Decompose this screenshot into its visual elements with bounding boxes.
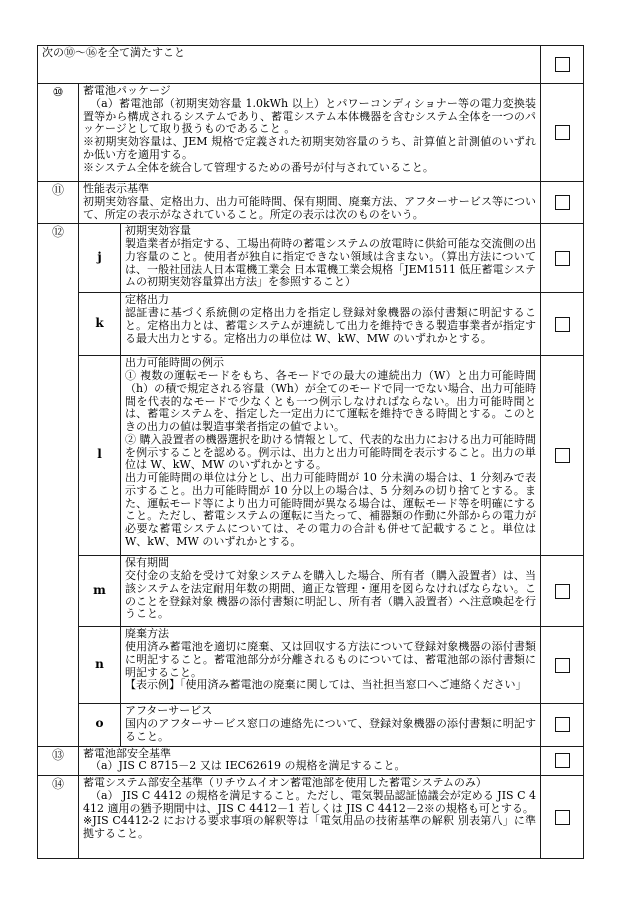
checkbox[interactable] [555, 195, 570, 210]
checkbox[interactable] [555, 658, 570, 673]
row-13-marker: ⑬ [38, 746, 79, 776]
subrow-n-letter: n [79, 627, 121, 704]
intro-text: 次の⑩～⑯を全て満たすこと [38, 46, 541, 84]
subrow-o-checkbox-cell [541, 704, 584, 746]
subrow-k-title: 定格出力 [125, 293, 169, 307]
requirements-checklist-table [37, 45, 584, 859]
row-13-title: 蓄電池部安全基準 [83, 746, 171, 760]
checkbox[interactable] [555, 584, 570, 599]
row-13-paragraph: （a）JIS C 8715－2 又は IEC62619 の規格を満足すること。 [90, 759, 406, 773]
checkbox[interactable] [555, 317, 570, 332]
subrow-m-letter: m [79, 556, 121, 627]
subrow-k-checkbox-cell [541, 293, 584, 356]
row-12-sub-m [38, 556, 584, 627]
row-12-sub-o [38, 704, 584, 746]
row-11-content [79, 182, 541, 224]
row-10-paragraph: （a）蓄電池部（初期実効容量 1.0kWh 以上）とパワーコンディショナー等の電力変換装置等から構成されるシステムであり、蓄電システム本体機器を含むシステム全体を一つのパッケージとして取り扱うものであること 。 [83, 96, 537, 136]
row-11-title: 性能表示基準 [83, 182, 149, 195]
subrow-l-paragraph: 出力可能時間の単位は分とし、出力可能時間が 10 分未満の場合は、1 分刻みで表示すること。出力可能時間が 10 分以上の場合は、5 分刻みの切り捨てとする。また、運転モード等により出力可能時間が異なる場合は、運転モード等を明確にすること。ただし、蓄電システムの運転に当たって、補器類の作動に外部からの電力が必要な蓄電システムについては、その電力の合計も併せて記載すること。単位は W、kW、MW のいずれかとする。 [125, 471, 537, 548]
row-13 [38, 746, 584, 776]
subrow-l-content [121, 356, 541, 556]
subrow-k-content [121, 293, 541, 356]
row-10-checkbox-cell [541, 84, 584, 182]
row-12-sub-j [38, 224, 584, 293]
row-14-paragraph: （a） JIS C 4412 の規格を満足すること。ただし、電気製品認証協議会が定める JIS C 4412 適用の猶予期間中は、JIS C 4412－1 若しくは JIS C 4412－2※の規格も可とする。 [83, 788, 537, 815]
subrow-j-letter: j [79, 224, 121, 293]
row-11-paragraph: 初期実効容量、定格出力、出力可能時間、保有期間、廃棄方法、アフターサービス等について、所定の表示がなされていること。所定の表示は次のものをいう。 [83, 194, 537, 221]
row-13-checkbox-cell [541, 746, 584, 776]
row-10 [38, 84, 584, 182]
row-10-content [79, 84, 541, 182]
row-14-marker: ⑭ [38, 776, 79, 859]
subrow-n-checkbox-cell [541, 627, 584, 704]
intro-row [38, 46, 584, 84]
checkbox[interactable] [555, 448, 570, 463]
subrow-m-checkbox-cell [541, 556, 584, 627]
checkbox[interactable] [555, 810, 570, 825]
checkbox[interactable] [555, 251, 570, 266]
checkbox[interactable] [555, 57, 570, 72]
row-10-paragraph: ※初期実効容量は、JEM 規格で定義された初期実効容量のうち、計算値と計測値のいずれか低い方を適用する。 [83, 135, 537, 161]
subrow-j-checkbox-cell [541, 224, 584, 293]
subrow-j-paragraph: 製造業者が指定する、工場出荷時の蓄電システムの放電時に供給可能な交流側の出力容量のこと。使用者が独自に指定できない領域は含まない。（算出方法については、一般社団法人日本電機工業会 日本電機工業会規格「JEM1511 低圧蓄電システムの初期実効容量算出方法」を参照すること） [125, 237, 537, 289]
subrow-k-paragraph: 認証書に基づく系統側の定格出力を指定し登録対象機器の添付書類に明記すること。定格出力とは、蓄電システムが連続して出力を維持できる製造事業者が指定する最大出力とする。定格出力の単位は W、kW、MW のいずれかとする。 [125, 306, 537, 345]
row-14 [38, 776, 584, 859]
checkbox[interactable] [555, 753, 570, 768]
subrow-j-title: 初期実効容量 [125, 224, 191, 238]
subrow-l-checkbox-cell [541, 356, 584, 556]
subrow-n-title: 廃棄方法 [125, 627, 169, 641]
subrow-j-content [121, 224, 541, 293]
subrow-l-title: 出力可能時間の例示 [125, 356, 224, 370]
subrow-o-content [121, 704, 541, 746]
subrow-n-paragraph: 使用済み蓄電池を適切に廃棄、又は回収する方法について登録対象機器の添付書類に明記すること。蓄電池部分が分離されるものについては、蓄電池部の添付書類に明記すること。 [125, 640, 537, 679]
intro-checkbox-cell [541, 46, 584, 84]
row-12-marker: ⑫ [38, 224, 79, 746]
subrow-n-paragraph: 【表示例】「使用済み蓄電池の廃棄に関しては、当社担当窓口へご連絡ください」 [125, 678, 527, 692]
subrow-m-paragraph: 交付金の支給を受けて対象システムを購入した場合、所有者（購入設置者）は、当該システムを法定耐用年数の期間、適正な管理・運用を図らなければならない。このことを登録対象 機器の添付書類に明記し、所有者（購入設置者）へ注意喚起を行うこと。 [125, 569, 537, 621]
row-12-sub-n [38, 627, 584, 704]
row-14-paragraph: ※JIS C4412-2 における要求事項の解釈等は「電気用品の技術基準の解釈 別表第八」に準拠すること。 [83, 814, 537, 840]
row-10-marker: ⑩ [38, 84, 79, 182]
row-12-sub-l [38, 356, 584, 556]
row-12-sub-k [38, 293, 584, 356]
subrow-m-title: 保有期間 [125, 556, 169, 570]
row-11 [38, 182, 584, 224]
row-10-paragraph: ※システム全体を統合して管理するための番号が付与されていること。 [83, 160, 434, 174]
subrow-k-letter: k [79, 293, 121, 356]
row-13-content [79, 746, 541, 776]
subrow-l-paragraph: ① 複数の運転モードをもち、各モードでの最大の連続出力（W）と出力可能時間（h）の積で規定される容量（Wh）が全てのモードで同一でない場合、出力可能時間を代表的なモードで少なくとも一つ例示しなければならない。出力可能時間とは、蓄電システムを、指定した一定出力にて運転を維持できる時間とする。このときの出力の値は製造事業者指定の値でよい。 [125, 369, 537, 433]
subrow-l-paragraph: ② 購入設置者の機器選択を助ける情報として、代表的な出力における出力可能時間を例示することを認める。例示は、出力と出力可能時間を表示すること。出力の単位は W、kW、MW のいずれかとする。 [125, 432, 537, 472]
subrow-m-content [121, 556, 541, 627]
subrow-o-paragraph: 国内のアフターサービス窓口の連絡先について、登録対象機器の添付書類に明記すること。 [125, 717, 537, 743]
subrow-n-content [121, 627, 541, 704]
row-14-checkbox-cell [541, 776, 584, 859]
row-14-title: 蓄電システム部安全基準（リチウムイオン蓄電池部を使用した蓄電システムのみ） [83, 776, 487, 789]
checkbox[interactable] [555, 717, 570, 732]
checkbox[interactable] [555, 125, 570, 140]
row-10-title: 蓄電池パッケージ [83, 84, 171, 97]
subrow-o-letter: o [79, 704, 121, 746]
subrow-o-title: アフターサービス [125, 704, 213, 718]
row-11-marker: ⑪ [38, 182, 79, 224]
subrow-l-letter: l [79, 356, 121, 556]
row-14-content [79, 776, 541, 859]
row-11-checkbox-cell [541, 182, 584, 224]
